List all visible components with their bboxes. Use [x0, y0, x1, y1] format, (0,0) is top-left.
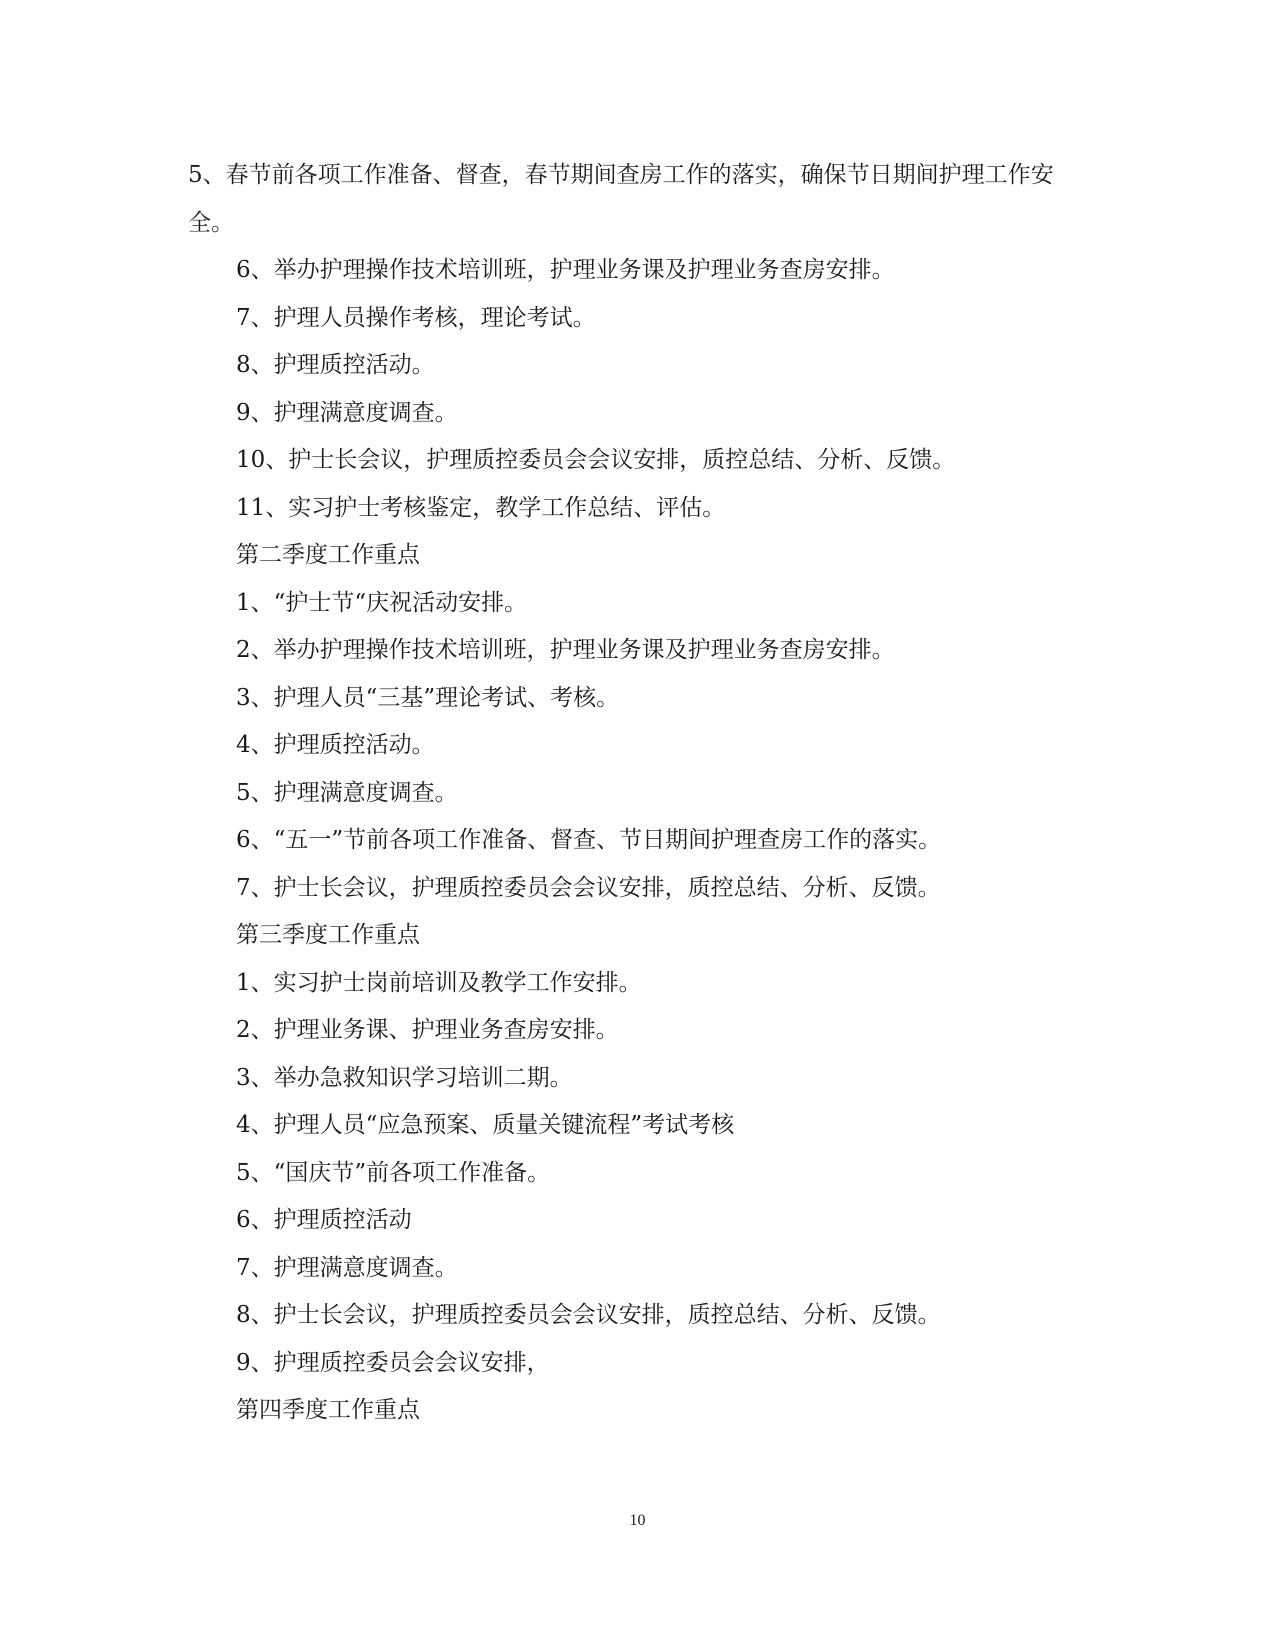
- paragraph-q3-item-4: 4、护理人员“应急预案、质量关键流程”考试考核: [236, 1112, 735, 1138]
- paragraph-q1-item-9: 9、护理满意度调查。: [236, 399, 458, 426]
- paragraph-q2-item-4: 4、护理质控活动。: [236, 732, 435, 758]
- paragraph-q3-item-5: 5、“国庆节”前各项工作准备。: [236, 1159, 551, 1186]
- paragraph-q2-item-6: 6、“五一”节前各项工作准备、督查、节日期间护理查房工作的落实。: [236, 827, 942, 853]
- paragraph-q3-item-3: 3、举办急救知识学习培训二期。: [236, 1064, 573, 1091]
- paragraph-q3-item-9: 9、护理质控委员会会议安排，: [236, 1349, 550, 1376]
- paragraph-q1-item-5: 5、春节前各项工作准备、督查，春节期间查房工作的落实，确保节日期间护理工作安全。: [188, 162, 1054, 236]
- paragraph-q2-item-3: 3、护理人员“三基”理论考试、考核。: [236, 684, 620, 711]
- paragraph-q1-item-11: 11、实习护士考核鉴定，教学工作总结、评估。: [236, 494, 726, 521]
- paragraph-q2-item-1: 1、“护士节“庆祝活动安排。: [236, 589, 528, 616]
- paragraph-q2-item-5: 5、护理满意度调查。: [236, 779, 458, 806]
- paragraph-q1-item-7: 7、护理人员操作考核，理论考试。: [236, 304, 596, 331]
- paragraph-q2-item-2: 2、举办护理操作技术培训班，护理业务课及护理业务查房安排。: [236, 637, 895, 663]
- section-heading-q2: 第二季度工作重点: [236, 542, 420, 568]
- section-heading-q3: 第三季度工作重点: [236, 922, 420, 948]
- paragraph-q3-item-8: 8、护士长会议，护理质控委员会会议安排，质控总结、分析、反馈。: [236, 1302, 941, 1328]
- paragraph-q1-item-10: 10、护士长会议，护理质控委员会会议安排，质控总结、分析、反馈。: [236, 447, 956, 473]
- paragraph-q1-item-6: 6、举办护理操作技术培训班，护理业务课及护理业务查房安排。: [236, 257, 895, 283]
- section-heading-q4: 第四季度工作重点: [236, 1397, 420, 1423]
- paragraph-q3-item-1: 1、实习护士岗前培训及教学工作安排。: [236, 969, 642, 996]
- paragraph-q2-item-7: 7、护士长会议，护理质控委员会会议安排，质控总结、分析、反馈。: [236, 874, 941, 901]
- document-body: [188, 152, 1068, 1435]
- paragraph-q3-item-6: 6、护理质控活动: [236, 1207, 412, 1233]
- paragraph-q3-item-2: 2、护理业务课、护理业务查房安排。: [236, 1017, 619, 1043]
- paragraph-q1-item-8: 8、护理质控活动。: [236, 352, 435, 378]
- page-number: 10: [629, 1512, 646, 1529]
- paragraph-q3-item-7: 7、护理满意度调查。: [236, 1254, 458, 1281]
